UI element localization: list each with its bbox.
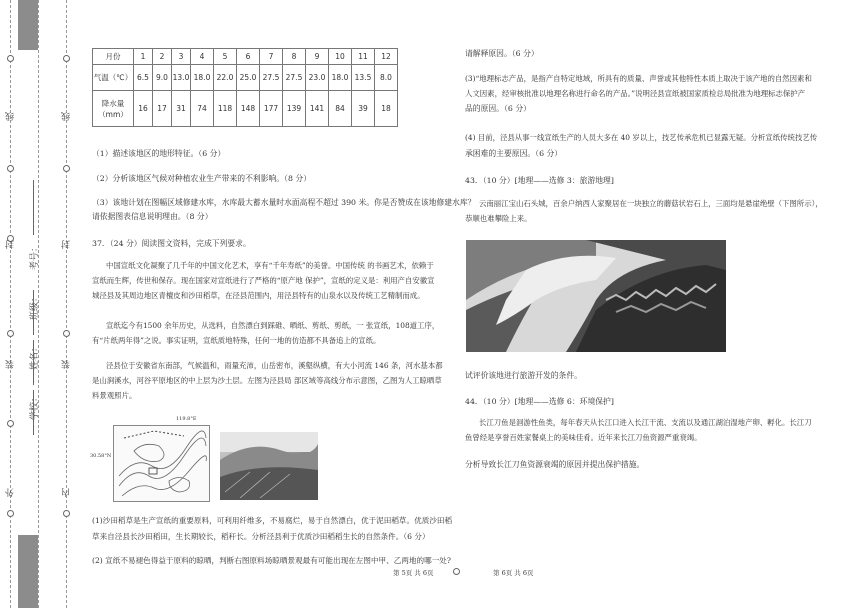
binding-hole [7,165,14,172]
binding-hole [7,330,14,337]
rain-cell: 31 [172,91,191,127]
question-4-line2: 草来自泾县长沙田稻田，生长期较长，稻秆长。分析泾县利于优质沙田稻稻生长的自然条件。（6 分） [92,532,430,541]
month-cell: 11 [352,49,375,65]
passage-3-line3: 料景观照片。 [92,391,137,400]
bind-label-inner: 装 [62,360,72,369]
temp-cell: 23.0 [306,65,329,91]
outer-label: 外 [6,488,16,497]
rain-cell: 16 [134,91,153,127]
question-2: （2）分析该地区气候对种植农业生产带来的不利影响。（8 分） [92,174,312,183]
right-q3-line3: 品的原因。（6 分） [465,104,531,113]
right-q4-line2: 承困难的主要原因。（6 分） [465,149,563,158]
question-43-heading: 43．（10 分）[地理——选修 3：旅游地理] [465,176,614,185]
rain-cell: 39 [352,91,375,127]
temp-cell: 13.0 [172,65,191,91]
rain-cell: 118 [214,91,237,127]
school-label: 学校： [30,392,40,420]
month-cell: 7 [260,49,283,65]
temp-cell: 6.5 [134,65,153,91]
question-37-heading: 37．（24 分）阅读图文资料，完成下列要求。 [92,239,251,248]
question-4-line1: (1)沙田稻草是生产宣纸的重要原料，可利用纤维多，不易腐烂，易于自然漂白，优于泥田稻草。优质沙田稻 [92,516,453,525]
passage-1-line2: 宣纸而生辉，传世和保存。现在国家对宣纸进行了严格的“原产地 保护”，宣纸的定义是：利用产自安徽宣 [92,276,435,285]
bind-label-outer: 装 [6,360,16,369]
question-44-heading: 44．（10 分）[地理——选修 6：环境保护] [465,397,614,406]
rain-cell: 177 [260,91,283,127]
right-q4-line1: (4) 目前，泾县从事一线宣纸生产的人员大多在 40 岁以上，技艺传承危机已显露无疑。分析宣纸传统技艺传 [465,133,818,142]
page-number-left: 第 5页 共 6页 [393,569,434,577]
rain-cell: 141 [306,91,329,127]
page-number-right: 第 6页 共 6页 [493,569,534,577]
rain-cell: 17 [153,91,172,127]
month-cell: 4 [191,49,214,65]
passage-43 [465,196,825,226]
map-latitude-label: 30.58°N [90,453,112,459]
month-cell: 6 [237,49,260,65]
temp-cell: 25.0 [237,65,260,91]
binding-hole [453,568,460,575]
month-cell: 2 [153,49,172,65]
straw-drying-photo [220,432,318,500]
temp-cell: 8.0 [375,65,398,91]
question-5: (2) 宣纸不易褪色得益于原料的晾晒，判断右图原料场晾晒景观最有可能出现在左图中甲、乙两地的哪一处? [92,556,451,565]
binding-hole [63,330,70,337]
binding-strip [0,0,72,608]
rain-cell: 148 [237,91,260,127]
climate-table [92,48,398,127]
line-label-outer: 线 [6,112,16,121]
passage-44 [465,415,825,445]
inner-label: 内 [62,488,72,497]
question-1: （1）描述该地区的地形特征。（6 分） [92,149,226,158]
right-q3-line2: 人文因素，经审核批准以地理名称进行命名的产品。”说明泾县宣纸被国家质检总局批准为地理标志保护产 [465,89,806,98]
temp-cell: 13.5 [352,65,375,91]
passage-44-line1: 长江刀鱼是洄游性鱼类，每年春天从长江口进入长江干流、支流以及通江湖泊湿地产卵、孵化。长江刀 [479,418,812,427]
temp-cell: 9.0 [153,65,172,91]
month-cell: 5 [214,49,237,65]
name-label: 姓名： [30,342,40,370]
class-label: 班级： [30,292,40,320]
rain-cell: 139 [283,91,306,127]
rain-cell: 18 [375,91,398,127]
binding-hole [63,165,70,172]
temp-cell: 18.0 [329,65,352,91]
passage-2-line2: 有“片纸两年得”之说。事实证明，宣纸质地特殊，任何一地的仿造都不具备追上的宣纸。 [92,336,381,345]
passage-1 [92,258,447,303]
right-q3-line1: (3)“地理标志产品，是指产自特定地域，所具有的质量、声誉或其他特性本质上取决于该产地的自然因素和 [465,74,812,83]
exam-no-label: 考号： [30,242,40,270]
table-header-temp: 气温（℃） [93,65,134,91]
contour-map-graphic [114,426,209,501]
month-cell: 9 [306,49,329,65]
passage-43-line2: 恭顺也难攀险上来。 [465,214,532,223]
table-header-rain: 降水量（mm） [93,91,134,127]
month-cell: 3 [172,49,191,65]
passage-2-line1: 宣纸迄今有1500 余年历史，从选料，自然漂白到踩碓、晒纸、剪纸、剪纸，一 张宣纸，108道工序， [106,321,440,330]
passage-43-line1: 云南丽江宝山石头城，百余户纳西人家聚居在一块独立的蘑菇状岩石上，三面均是悬崖绝壁（下图所示）， [479,199,823,208]
exam-no-field[interactable] [33,180,34,235]
temp-cell: 22.0 [214,65,237,91]
stone-town-graphic [466,240,726,352]
right-q-continuation: 请解释原因。（6 分） [465,49,539,58]
strip-shade-bottom [18,535,38,608]
table-header-month: 月份 [93,49,134,65]
question-3-line2: 请依据图表信息说明理由。（8 分） [92,212,213,221]
binding-hole [63,55,70,62]
rain-cell: 74 [191,91,214,127]
binding-hole [7,55,14,62]
passage-44-line2: 鱼曾经是享誉百姓家餐桌上的美味佳肴。近年来长江刀鱼资源严重衰竭。 [465,433,702,442]
class-field[interactable] [33,290,34,335]
map-longitude-label: 119.8°E [176,416,197,422]
binding-hole [7,510,14,517]
month-cell: 8 [283,49,306,65]
seal-label-inner: 封 [62,240,72,249]
school-field[interactable] [33,390,34,435]
temp-cell: 27.5 [283,65,306,91]
month-cell: 1 [134,49,153,65]
passage-1-line1: 中国宣纸文化凝聚了几千年的中国文化艺术，享有“千年寿纸”的美誉。中国传统 的书画艺术，依赖于 [106,261,434,270]
seal-label-outer: 封 [6,240,16,249]
month-cell: 10 [329,49,352,65]
temp-cell: 27.5 [260,65,283,91]
binding-hole [7,420,14,427]
temp-cell: 18.0 [191,65,214,91]
contour-map [113,425,210,502]
question-43-prompt: 试评价该地进行旅游开发的条件。 [465,371,582,380]
passage-1-line3: 城泾县及其周边地区青檀皮和沙田稻草，在泾县范围内，用泾县特有的山泉水以及传统工艺精制而成。 [92,291,425,300]
passage-3-line2: 是山涧溪水，河谷平原地区的中上层为沙土层。左图为泾县局 部区域等高线分布示意图，乙图为人工晾晒草 [92,376,442,385]
passage-2 [92,318,447,348]
passage-3 [92,358,447,403]
question-44-prompt: 分析导致长江刀鱼资源衰竭的原因并提出保护措施。 [465,460,645,469]
straw-drying-graphic [220,432,318,500]
name-field[interactable] [33,340,34,385]
stone-town-photo [466,240,726,352]
passage-3-line1: 泾县位于安徽省东南部，气候温和，雨量充沛，山岳密布，溪壑纵横，有大小河流 146 条，河水基本都 [106,361,443,370]
month-cell: 12 [375,49,398,65]
question-3-line1: （3）该地计划在图幅区域修建水库，水库最大蓄水量时水面高程不超过 390 米。你是否赞成在该地修建水库？ [92,198,476,207]
line-label-inner: 线 [62,112,72,121]
binding-hole [63,510,70,517]
rain-cell: 84 [329,91,352,127]
strip-shade-top [18,0,38,50]
